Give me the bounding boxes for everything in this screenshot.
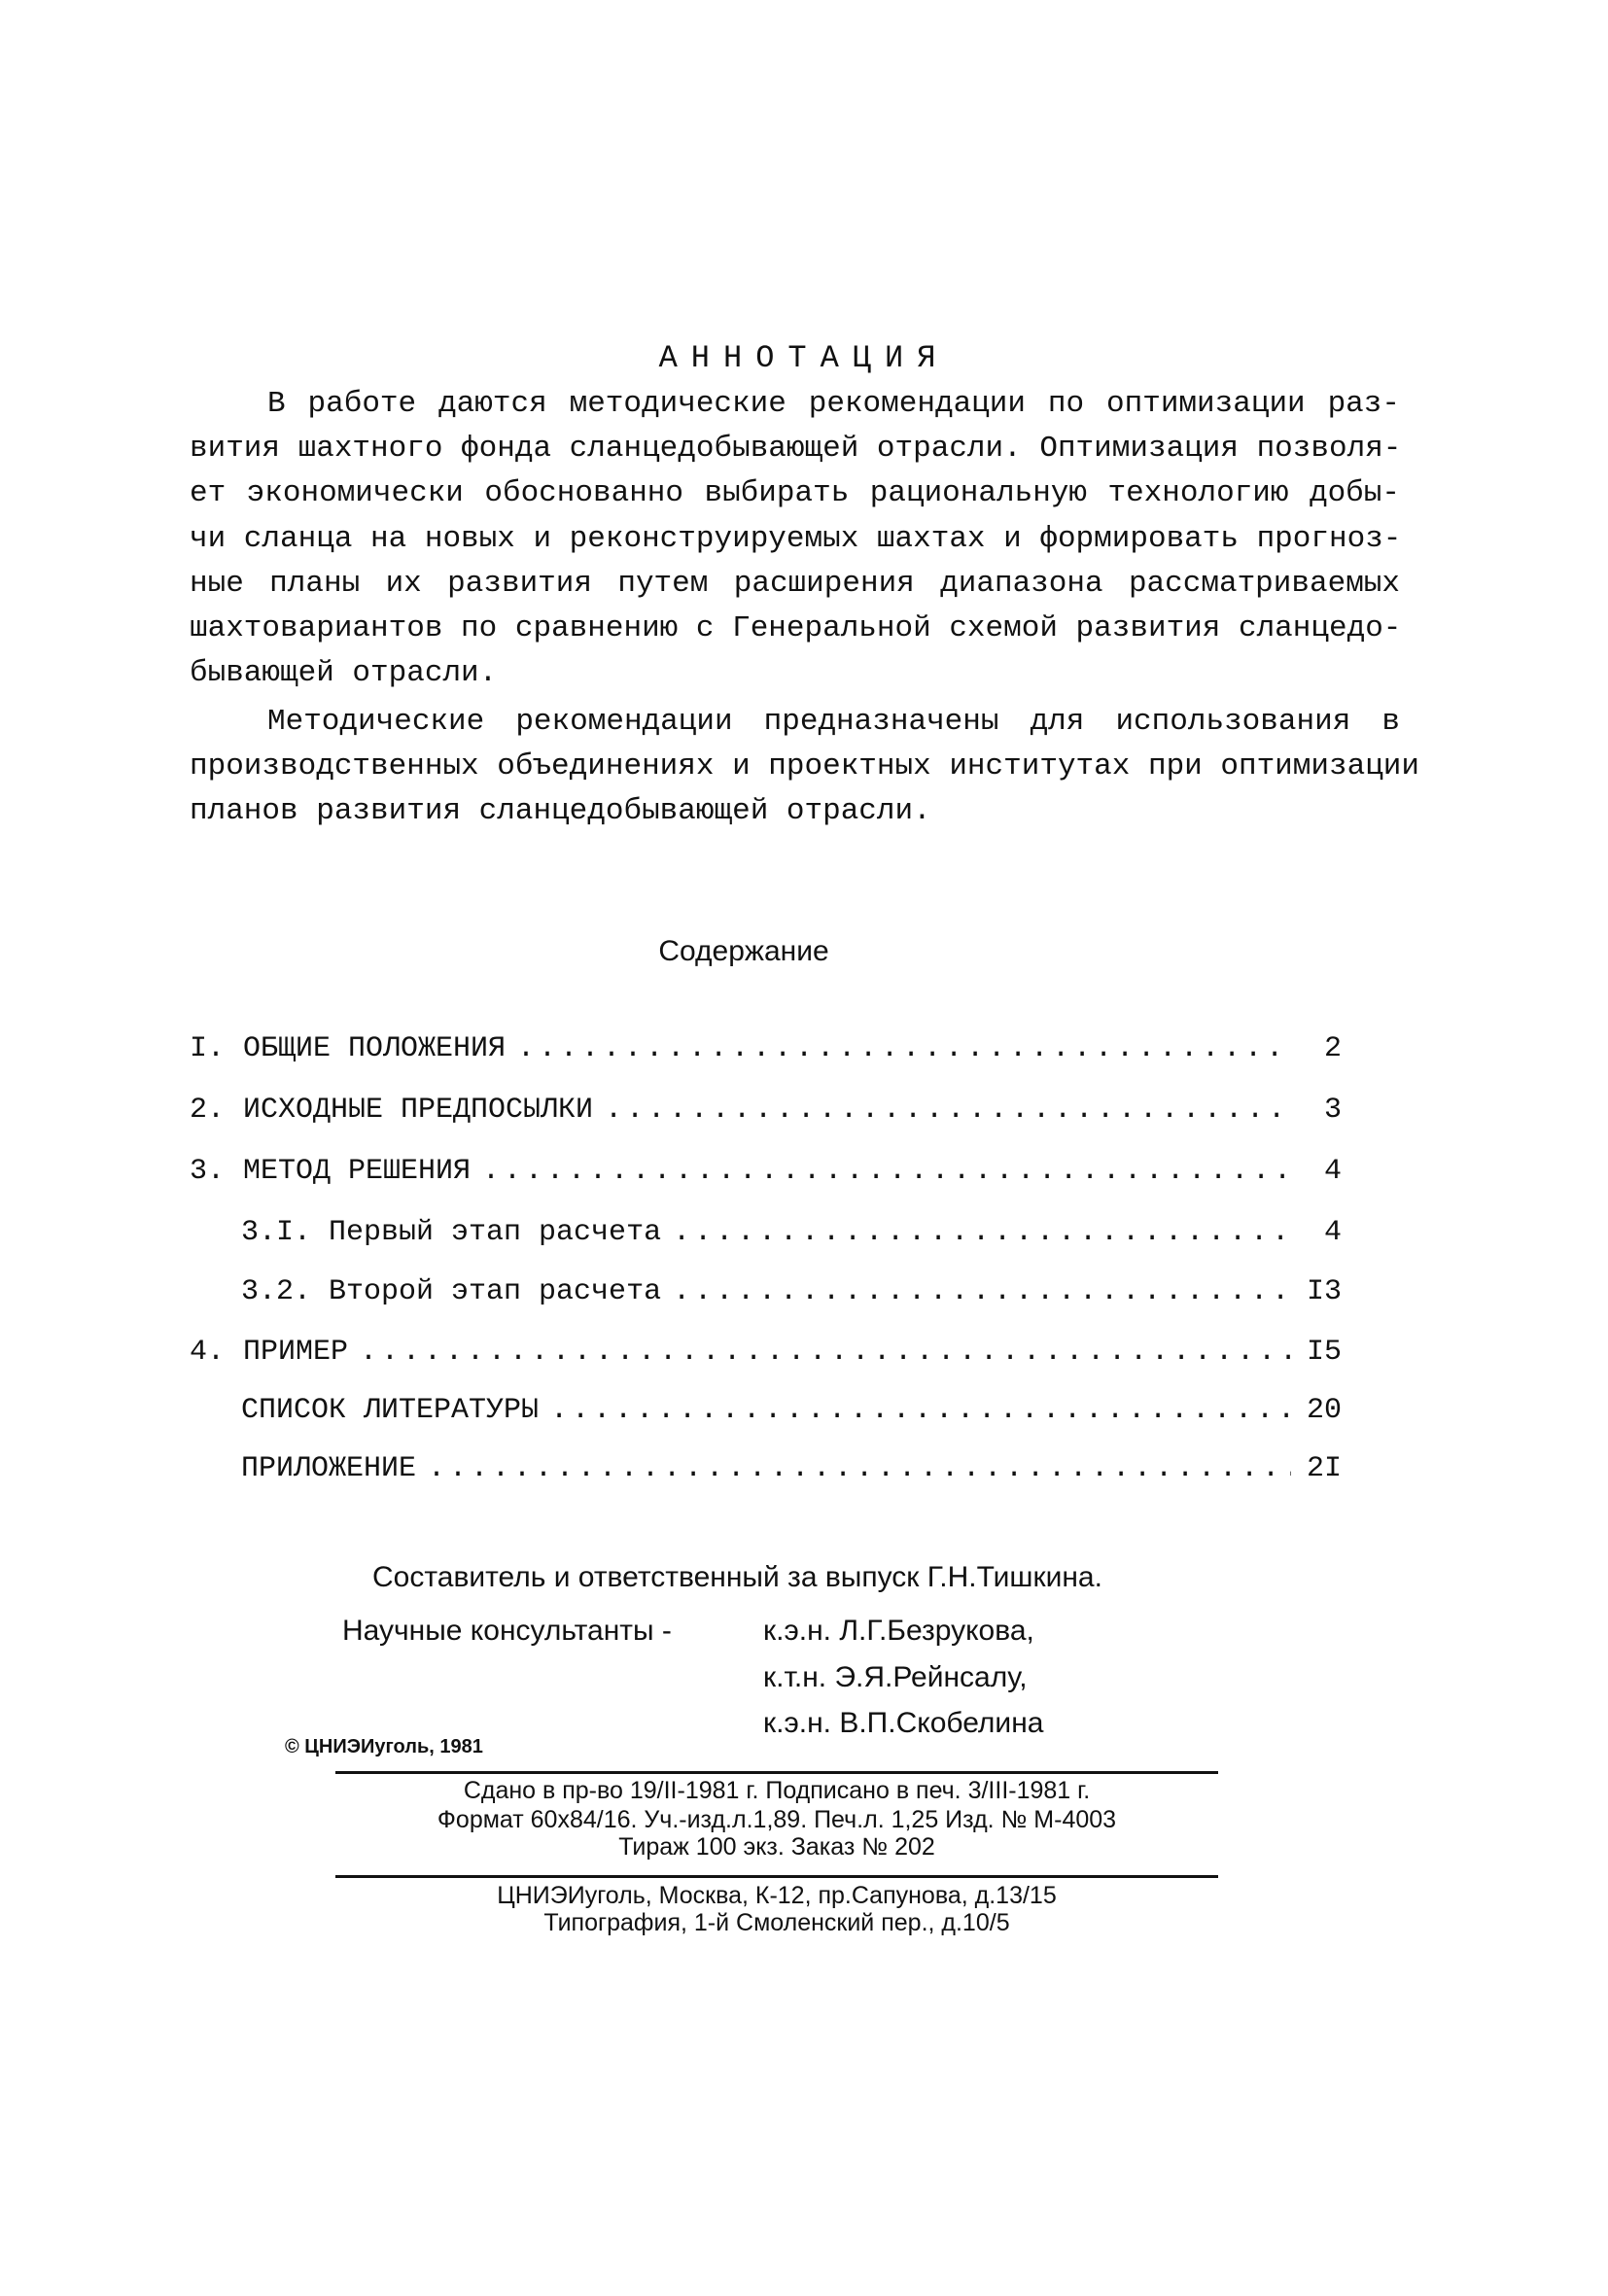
toc-label: ОБЩИЕ ПОЛОЖЕНИЯ — [243, 1032, 507, 1065]
imprint-line: Формат 60x84/16. Уч.-изд.л.1,89. Печ.л. 1,25 Изд. № М-4003 — [437, 1806, 1117, 1833]
toc-page: 4 — [1323, 1216, 1342, 1249]
imprint-line: Сдано в пр-во 19/II-1981 г. Подписано в печ. 3/III-1981 г. — [463, 1777, 1091, 1804]
paragraph-line: ные планы их развития путем расширения диапазона рассматриваемых — [190, 567, 1400, 601]
toc-item[interactable] — [190, 1336, 1342, 1374]
imprint-line: Тираж 100 экз. Заказ № 202 — [618, 1833, 935, 1861]
paragraph-line: чи сланца на новых и реконструируемых шахтах и формировать прогноз- — [190, 522, 1402, 556]
toc-num: 3. — [190, 1155, 226, 1188]
toc-label: МЕТОД РЕШЕНИЯ — [243, 1155, 472, 1188]
toc-page: 20 — [1306, 1394, 1342, 1427]
divider — [335, 1771, 1218, 1774]
toc-item[interactable] — [241, 1394, 1342, 1433]
toc-num: I. — [190, 1032, 226, 1065]
printer-address: Типография, 1-й Смоленский пер., д.10/5 — [543, 1909, 1010, 1936]
toc-label: 3.I. Первый этап расчета — [241, 1216, 662, 1249]
consultants-label: Научные консультанты - — [342, 1615, 672, 1647]
toc-item[interactable] — [241, 1275, 1342, 1314]
toc-label: ПРИМЕР — [243, 1336, 349, 1369]
paragraph-line: ет экономически обоснованно выбирать рациональную технологию добы- — [190, 476, 1400, 510]
toc-page: 2I — [1306, 1452, 1342, 1485]
toc-num: 2. — [190, 1094, 226, 1127]
toc-item[interactable] — [190, 1094, 1342, 1132]
toc-leader — [360, 1336, 1291, 1369]
toc-label: СПИСОК ЛИТЕРАТУРЫ — [241, 1394, 540, 1427]
toc-num: 4. — [190, 1336, 226, 1369]
toc-leader — [673, 1275, 1291, 1308]
toc-item[interactable] — [241, 1216, 1342, 1255]
consultant-name: к.т.н. Э.Я.Рейнсалу, — [763, 1661, 1028, 1693]
toc-page: 4 — [1323, 1155, 1342, 1188]
toc-leader — [550, 1394, 1291, 1427]
toc-item[interactable] — [190, 1155, 1342, 1194]
consultant-name: к.э.н. В.П.Скобелина — [763, 1707, 1044, 1739]
toc-label: ИСХОДНЫЕ ПРЕДПОСЫЛКИ — [243, 1094, 594, 1127]
consultant-name: к.э.н. Л.Г.Безрукова, — [763, 1615, 1034, 1647]
paragraph-line: планов развития сланцедобывающей отрасли. — [190, 794, 931, 828]
toc-leader — [482, 1155, 1291, 1188]
contents-title: Содержание — [658, 935, 829, 967]
compiler-credit: Составитель и ответственный за выпуск Г.Н.Тишкина. — [372, 1561, 1102, 1593]
annotation-title: АННОТАЦИЯ — [658, 340, 950, 376]
paragraph-line: вития шахтного фонда сланцедобывающей отрасли. Оптимизация позволя- — [190, 432, 1402, 466]
toc-page: I3 — [1306, 1275, 1342, 1308]
toc-leader — [673, 1216, 1291, 1249]
toc-item[interactable] — [241, 1452, 1342, 1491]
publisher-address: ЦНИЭИуголь, Москва, К-12, пр.Сапунова, д.13/15 — [497, 1882, 1057, 1909]
paragraph-line: шахтовариантов по сравнению с Генеральной схемой развития сланцедо- — [190, 611, 1402, 645]
toc-leader — [605, 1094, 1291, 1127]
toc-page: 3 — [1323, 1094, 1342, 1127]
toc-leader — [517, 1032, 1291, 1065]
divider — [335, 1875, 1218, 1878]
toc-label: 3.2. Второй этап расчета — [241, 1275, 662, 1308]
paragraph-line: Методические рекомендации предназначены для использования в — [267, 705, 1400, 739]
paragraph-line: бывающей отрасли. — [190, 656, 498, 690]
toc-page: 2 — [1323, 1032, 1342, 1065]
toc-label: ПРИЛОЖЕНИЕ — [241, 1452, 417, 1485]
toc-leader — [428, 1452, 1291, 1485]
paragraph-line: В работе даются методические рекомендации по оптимизации раз- — [267, 387, 1400, 421]
paragraph-line: производственных объединениях и проектных институтах при оптимизации — [190, 749, 1420, 783]
toc-item[interactable] — [190, 1032, 1342, 1071]
toc-page: I5 — [1306, 1336, 1342, 1369]
copyright-notice: © ЦНИЭИуголь, 1981 — [285, 1736, 483, 1757]
